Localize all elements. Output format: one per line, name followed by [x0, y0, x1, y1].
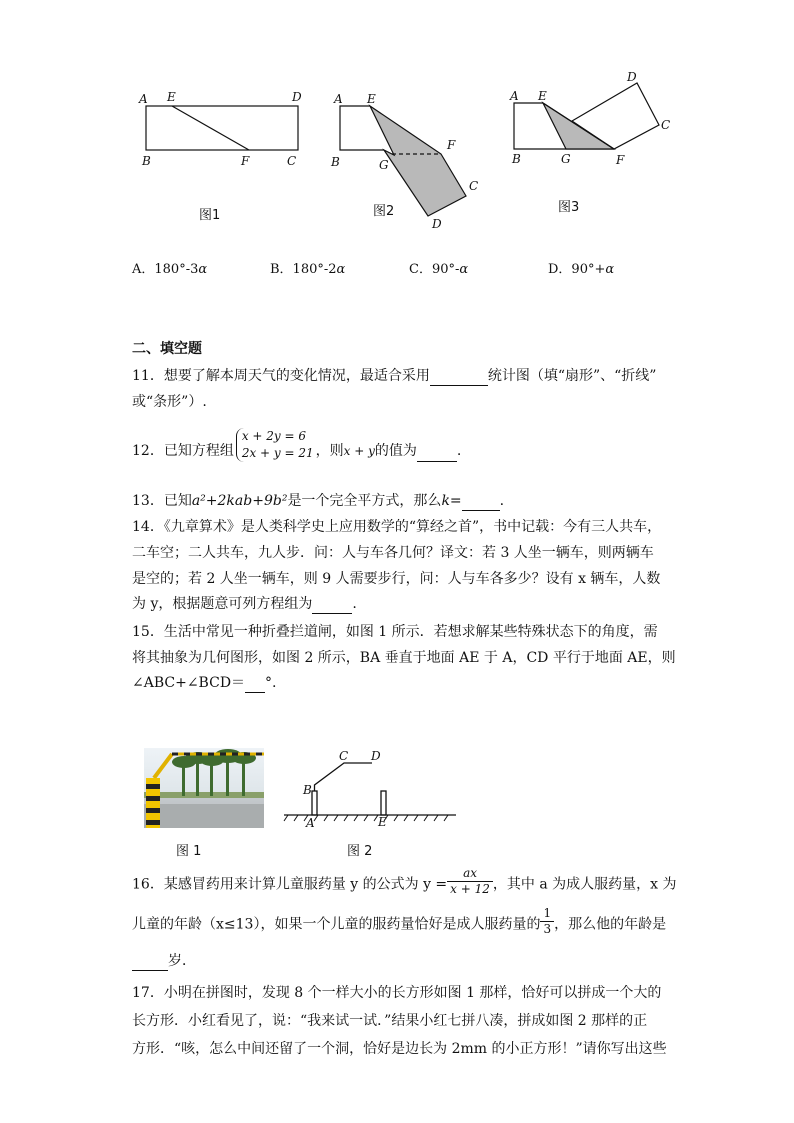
- question-15-line-3: ∠ABC+∠BCD＝ °.: [132, 675, 277, 691]
- choice-b: B．180°-2α: [270, 262, 346, 277]
- question-11-line-1: 11．想要了解本周天气的变化情况，最适合采用 统计图（填“扇形”、“折线”: [132, 368, 657, 384]
- choice-d: D．90°+α: [548, 262, 615, 277]
- barrier-gate-photo: [144, 748, 264, 828]
- figure-2-diagram: [340, 106, 466, 216]
- answer-blank-15: [245, 678, 265, 693]
- figure-3-label: 图3: [558, 200, 580, 215]
- fig1-point-d: D: [292, 90, 302, 104]
- figure-2-label: 图2: [373, 204, 395, 219]
- fig3-point-c: C: [661, 118, 671, 132]
- fig3-point-g: G: [561, 152, 571, 166]
- answer-blank-13: [462, 496, 500, 511]
- fig1-point-f: F: [241, 154, 250, 168]
- fig15-point-b: B: [303, 783, 312, 797]
- barrier-gate-illustration: [144, 748, 264, 828]
- fig15-point-d: D: [371, 749, 381, 763]
- figure-1-label: 图1: [199, 208, 221, 223]
- fig1-point-c: C: [287, 154, 297, 168]
- fig3-point-a: A: [510, 89, 519, 103]
- dosage-fraction: $\frac{ax}{x + 12}$: [447, 866, 493, 897]
- choice-c: C．90°-α: [409, 262, 469, 277]
- fig3-point-b: B: [512, 152, 521, 166]
- figure-1-diagram: [146, 106, 298, 150]
- fig2-point-f: F: [447, 138, 456, 152]
- fig1-point-b: B: [142, 154, 151, 168]
- fig2-point-e: E: [367, 92, 376, 106]
- one-third-fraction: $\frac{1}{3}$: [540, 906, 554, 937]
- answer-blank-16: [132, 956, 168, 971]
- fig3-point-d: D: [627, 70, 637, 84]
- fig3-point-e: E: [538, 89, 547, 103]
- choice-a: A．180°-3α: [132, 262, 208, 277]
- question-17-line-3: 方形．“咳，怎么中间还留了一个洞，恰好是边长为 2mm 的小正方形！”请你写出这些: [132, 1041, 667, 1057]
- question-14-line-3: 是空的；若 2 人坐一辆车，则 9 人需要步行，问：人与车各多少？设有 x 辆车，人数: [132, 571, 661, 587]
- fig2-point-b: B: [331, 155, 340, 169]
- figure-3-diagram: [514, 83, 659, 149]
- question-15-line-1: 15．生活中常见一种折叠拦道闸，如图 1 所示．若想求解某些特殊状态下的角度，需: [132, 624, 658, 640]
- section-title: 二、填空题: [132, 341, 202, 357]
- question-16-line-1: 16．某感冒药用来计算儿童服药量 y 的公式为 y = $\frac{ax}{x + 12}$ ，其中 a 为成人服药量，x 为: [132, 866, 677, 896]
- fig2-point-a: A: [334, 92, 343, 106]
- question-12: 12．已知方程组x + 2y = 6 2x + y = 21 ，则x + y的值为 .: [132, 429, 462, 460]
- fig2-point-c: C: [469, 179, 479, 193]
- question-17-line-1: 17．小明在拼图时，发现 8 个一样大小的长方形如图 1 那样，恰好可以拼成一个大的: [132, 985, 662, 1001]
- fig15-point-c: C: [339, 749, 349, 763]
- question-14-line-2: 二车空；二人共车，九人步．问：人与车各几何？译文：若 3 人坐一辆车，则两辆车: [132, 545, 654, 561]
- fig15-point-e: E: [378, 815, 387, 829]
- question-16-line-3: 岁．: [132, 951, 196, 971]
- question-17-line-2: 长方形．小红看见了，说：“我来试一试．”结果小红七拼八凑，拼成如图 2 那样的正: [132, 1013, 648, 1029]
- equation-system: x + 2y = 6 2x + y = 21: [236, 428, 314, 462]
- fig2-point-d: D: [432, 217, 442, 231]
- top-figures: [0, 0, 794, 240]
- fig1-point-a: A: [139, 92, 148, 106]
- fig15-point-a: A: [306, 816, 315, 830]
- question-14-line-1: 14．《九章算术》是人类科学史上应用数学的“算经之首”，书中记载：今有三人共车，: [132, 519, 662, 535]
- answer-blank-14: [312, 599, 352, 614]
- photo-figure-1-label: 图 1: [176, 844, 202, 859]
- fig1-point-e: E: [167, 90, 176, 104]
- diagram-figure-2-label: 图 2: [347, 844, 373, 859]
- question-16-line-2: 儿童的年龄（x≤13），如果一个儿童的服药量恰好是成人服药量的 $\frac{1}{3}$ ，那么他的年龄是: [132, 906, 667, 936]
- answer-blank-12: [417, 447, 457, 462]
- question-14-line-4: 为 y，根据题意可列方程组为 .: [132, 596, 357, 612]
- question-13: 13．已知a²+2kab+9b²是一个完全平方式，那么k= .: [132, 493, 505, 509]
- question-11-line-2: 或“条形”）.: [132, 394, 207, 410]
- question-15-line-2: 将其抽象为几何图形，如图 2 所示，BA 垂直于地面 AE 于 A，CD 平行于地面 AE，则: [132, 650, 676, 666]
- answer-blank-11: [430, 371, 488, 386]
- fig3-point-f: F: [616, 153, 625, 167]
- fig2-point-g: G: [379, 158, 389, 172]
